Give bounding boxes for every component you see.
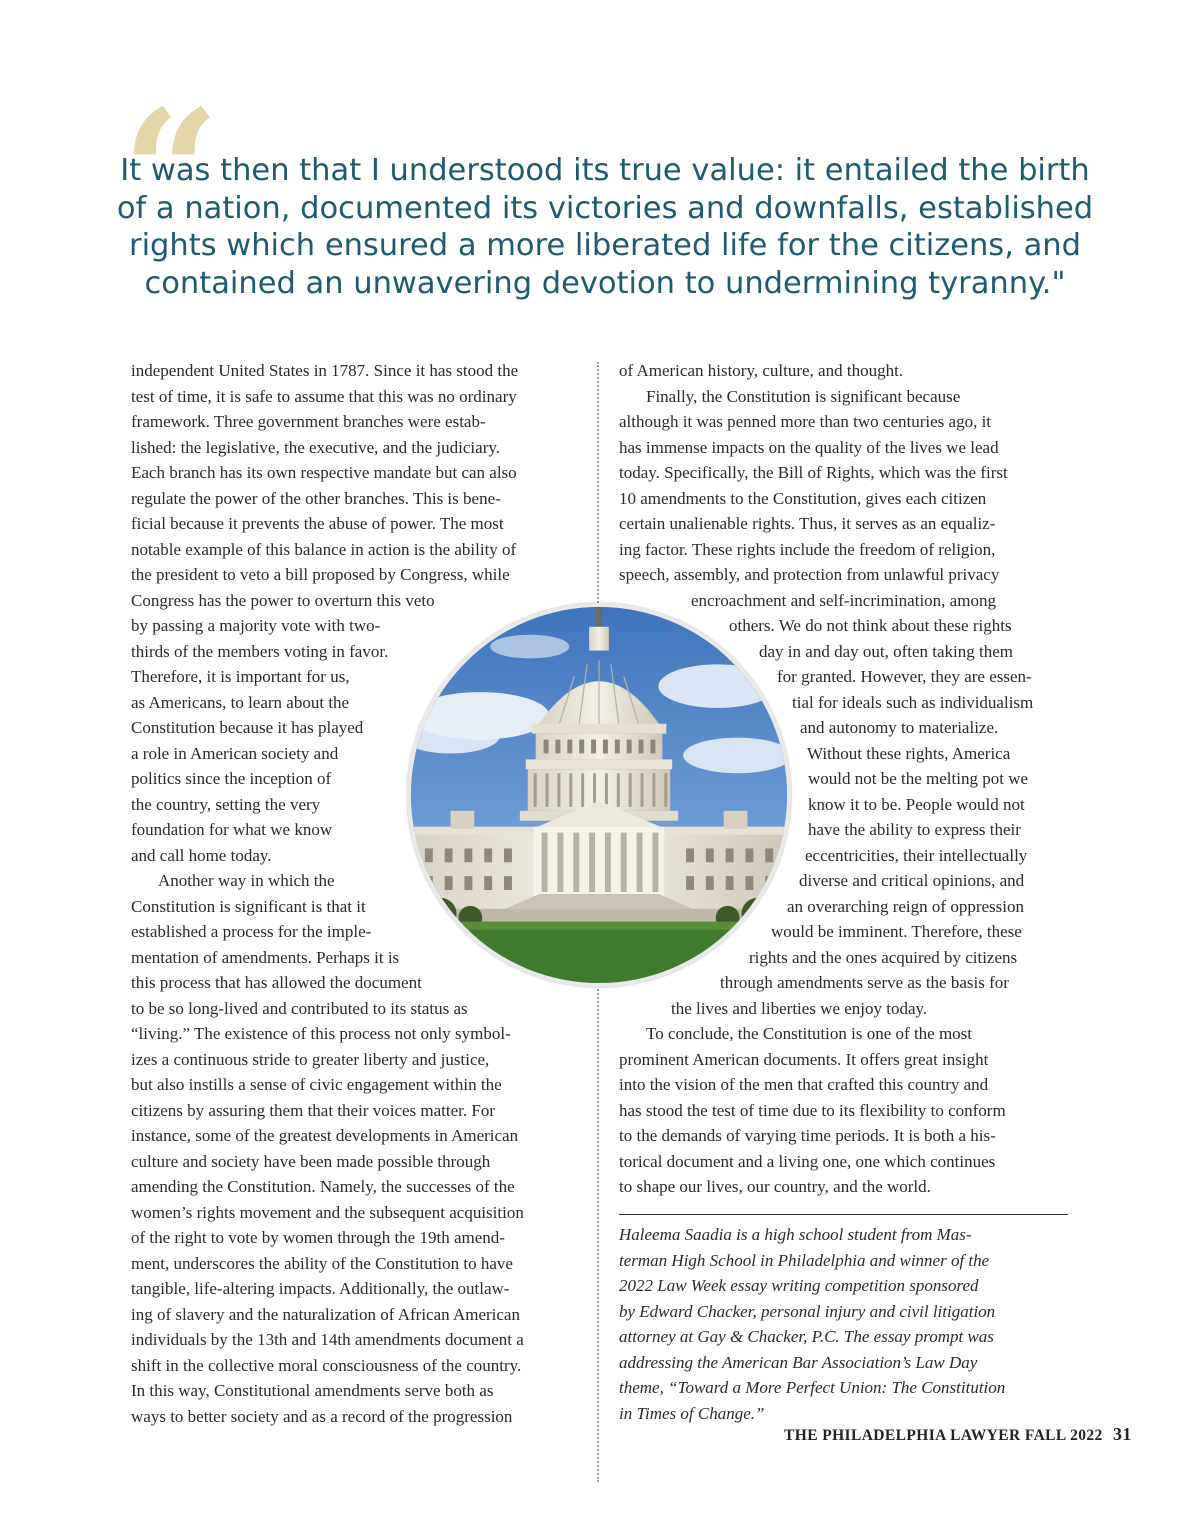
- text-line: this process that has allowed the document: [131, 973, 422, 992]
- text-line: prominent American documents. It offers great insight: [619, 1049, 989, 1069]
- text-line: the president to veto a bill proposed by Congress, while: [131, 565, 510, 584]
- text-line: Another way in which the: [158, 871, 335, 890]
- text-line: today. Specifically, the Bill of Rights, which was the first: [619, 463, 1008, 482]
- text-line: of the right to vote by women through the 19th amend-: [131, 1228, 505, 1247]
- text-line: encroachment and self-incrimination, among: [691, 590, 996, 610]
- publication-name: THE PHILADELPHIA LAWYER: [784, 1427, 1021, 1444]
- text-line: in Times of Change.”: [619, 1403, 765, 1423]
- text-line: day in and day out, often taking them: [759, 641, 1013, 661]
- text-line: would not be the melting pot we: [808, 769, 1029, 788]
- text-line: addressing the American Bar Association’s Law Day: [619, 1352, 978, 1372]
- page-footer: [784, 1424, 1132, 1445]
- text-line: into the vision of the men that crafted this country and: [619, 1075, 989, 1094]
- pull-quote-line: It was then that I understood its true value: it entailed the birth: [120, 153, 1090, 188]
- text-line: amending the Constitution. Namely, the successes of the: [131, 1177, 515, 1196]
- text-line: instance, some of the greatest developments in American: [131, 1126, 519, 1145]
- text-line: an overarching reign of oppression: [787, 896, 1024, 916]
- text-line: but also instills a sense of civic engagement within the: [131, 1075, 502, 1094]
- text-line: ficial because it prevents the abuse of power. The most: [131, 514, 504, 533]
- text-line: thirds of the members voting in favor.: [131, 641, 389, 661]
- text-line: by Edward Chacker, personal injury and civil litigation: [619, 1301, 996, 1321]
- pull-quote-line: rights which ensured a more liberated life for the citizens, and: [129, 228, 1081, 263]
- text-line: know it to be. People would not: [808, 794, 1025, 814]
- text-line: Finally, the Constitution is significant because: [646, 386, 961, 406]
- text-line: eccentricities, their intellectually: [805, 845, 1028, 865]
- author-bio: [619, 1222, 1005, 1426]
- text-line: a role in American society and: [131, 743, 339, 763]
- text-line: 2022 Law Week essay writing competition sponsored: [619, 1276, 979, 1295]
- text-line: citizens by assuring them that their voices matter. For: [131, 1100, 495, 1120]
- text-line: to shape our lives, our country, and the world.: [619, 1177, 931, 1196]
- text-line: independent United States in 1787. Since it has stood the: [131, 361, 519, 380]
- text-line: ways to better society and as a record of the progression: [131, 1406, 513, 1426]
- text-line: 10 amendments to the Constitution, gives each citizen: [619, 488, 987, 508]
- text-line: test of time, it is safe to assume that this was no ordinary: [131, 386, 517, 406]
- text-line: would be imminent. Therefore, these: [771, 922, 1022, 941]
- text-line: established a process for the imple-: [131, 922, 372, 941]
- text-line: foundation for what we know: [131, 820, 333, 839]
- text-line: shift in the collective moral consciousness of the country.: [131, 1355, 522, 1375]
- text-line: the lives and liberties we enjoy today.: [671, 998, 928, 1018]
- text-line: for granted. However, they are essen-: [777, 667, 1032, 686]
- pull-quote-line: of a nation, documented its victories and downfalls, established: [116, 190, 1094, 226]
- text-line: tial for ideals such as individualism: [792, 692, 1034, 712]
- text-line: notable example of this balance in action is the ability of: [131, 539, 517, 559]
- text-line: although it was penned more than two centuries ago, it: [619, 412, 992, 431]
- text-line: and autonomy to materialize.: [800, 718, 999, 737]
- text-line: culture and society have been made possible through: [131, 1151, 491, 1171]
- capitol-illustration: [411, 607, 787, 983]
- text-line: Haleema Saadia is a high school student from Mas-: [619, 1225, 972, 1244]
- text-line: through amendments serve as the basis for: [720, 973, 1009, 992]
- text-line: Each branch has its own respective mandate but can also: [131, 463, 517, 482]
- text-line: attorney at Gay & Chacker, P.C. The essay prompt was: [619, 1327, 994, 1346]
- text-line: To conclude, the Constitution is one of the most: [646, 1024, 973, 1043]
- quote-mark-icon: “: [122, 73, 220, 273]
- text-line: Without these rights, America: [807, 743, 1011, 763]
- text-line: to be so long-lived and contributed to its status as: [131, 998, 468, 1018]
- text-line: of American history, culture, and thought.: [619, 361, 904, 380]
- text-line: has immense impacts on the quality of the lives we lead: [619, 437, 999, 457]
- text-line: Constitution is significant is that it: [131, 896, 366, 916]
- text-line: individuals by the 13th and 14th amendments document a: [131, 1330, 524, 1349]
- text-line: have the ability to express their: [808, 820, 1021, 839]
- pull-quote: [110, 152, 1100, 302]
- text-line: Congress has the power to overturn this veto: [131, 590, 435, 610]
- text-line: rights and the ones acquired by citizens: [749, 947, 1018, 967]
- page-number: 31: [1112, 1424, 1132, 1444]
- text-line: diverse and critical opinions, and: [799, 871, 1025, 890]
- text-line: torical document and a living one, one which continues: [619, 1151, 996, 1171]
- text-line: In this way, Constitutional amendments serve both as: [131, 1381, 494, 1400]
- pull-quote-line: contained an unwavering devotion to undermining tyranny.": [144, 265, 1066, 301]
- text-line: politics since the inception of: [131, 769, 332, 788]
- text-line: certain unalienable rights. Thus, it serves as an equaliz-: [619, 514, 996, 533]
- text-line: ing of slavery and the naturalization of African American: [131, 1304, 520, 1324]
- issue-date: FALL 2022: [1024, 1427, 1103, 1444]
- text-line: as Americans, to learn about the: [131, 692, 350, 712]
- text-line: the country, setting the very: [131, 794, 321, 814]
- text-line: Constitution because it has played: [131, 718, 364, 737]
- text-line: ment, underscores the ability of the Constitution to have: [131, 1253, 513, 1273]
- text-line: framework. Three government branches were estab-: [131, 412, 486, 431]
- text-line: to the demands of varying time periods. It is both a his-: [619, 1126, 996, 1145]
- text-line: “living.” The existence of this process not only symbol-: [131, 1024, 511, 1043]
- text-line: women’s rights movement and the subsequent acquisition: [131, 1202, 524, 1222]
- bio-separator: [619, 1214, 1068, 1215]
- text-line: izes a continuous stride to greater liberty and justice,: [131, 1049, 490, 1069]
- capitol-building-photo: [407, 603, 791, 987]
- text-line: lished: the legislative, the executive, and the judiciary.: [131, 437, 500, 457]
- text-line: regulate the power of the other branches. This is bene-: [131, 488, 501, 508]
- text-line: theme, “Toward a More Perfect Union: The Constitution: [619, 1378, 1006, 1397]
- text-line: tangible, life-altering impacts. Additionally, the outlaw-: [131, 1279, 510, 1298]
- text-line: has stood the test of time due to its flexibility to conform: [619, 1100, 1006, 1120]
- text-line: terman High School in Philadelphia and winner of the: [619, 1250, 990, 1270]
- text-line: Therefore, it is important for us,: [131, 667, 350, 686]
- text-line: mentation of amendments. Perhaps it is: [131, 947, 400, 967]
- text-line: others. We do not think about these rights: [729, 616, 1012, 635]
- text-line: by passing a majority vote with two-: [131, 616, 381, 635]
- text-line: and call home today.: [131, 845, 272, 865]
- text-line: speech, assembly, and protection from unlawful privacy: [619, 565, 1000, 584]
- text-line: ing factor. These rights include the freedom of religion,: [619, 539, 996, 559]
